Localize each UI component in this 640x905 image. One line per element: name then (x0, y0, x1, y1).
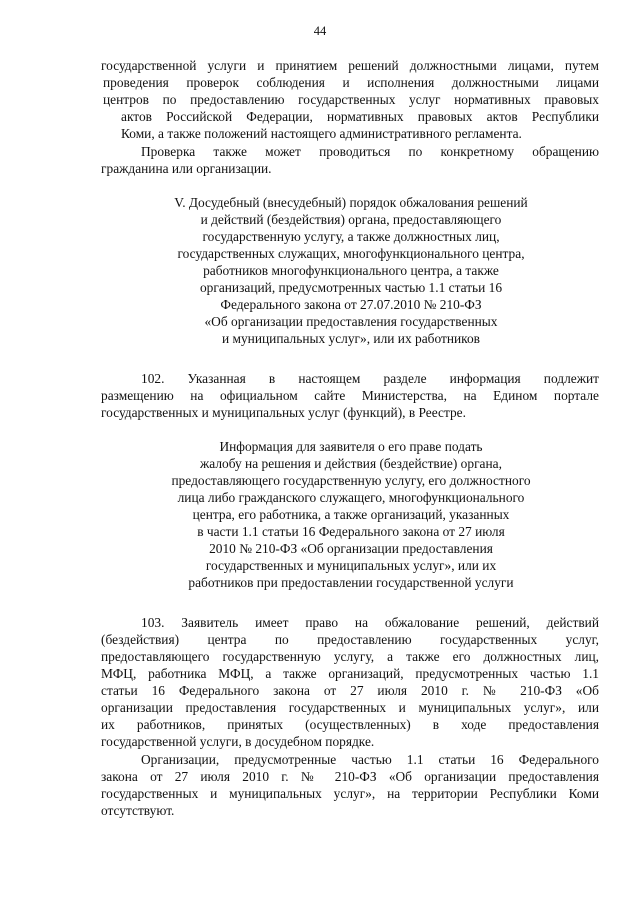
paragraph-organizations (101, 751, 599, 819)
page-number: 44 (313, 24, 327, 38)
text-line: проведения проверок соблюдения и исполнения должностными лицами (103, 75, 599, 90)
paragraph-intro (101, 57, 599, 142)
text-line: 103. Заявитель имеет право на обжалование решений, действий (141, 615, 599, 630)
subheading-line: жалобу на решения и действия (бездействие) органа, (200, 456, 502, 471)
heading-line: Федерального закона от 27.07.2010 № 210-ФЗ (220, 297, 482, 312)
heading-line: работников многофункционального центра, а также (203, 263, 499, 278)
text-line: актов Российской Федерации, нормативных правовых актов Республики (121, 109, 599, 124)
section-heading (135, 194, 567, 347)
subheading-line: государственных и муниципальных услуг», или их (205, 558, 497, 573)
heading-line: «Об организации предоставления государственных (204, 314, 498, 329)
subheading-line: центра, его работника, а также организаций, указанных (192, 507, 510, 522)
text-line: государственных и муниципальных услуг (функций), в Реестре. (101, 405, 466, 420)
subheading-line: в части 1.1 статьи 16 Федерального закона от 27 июля (197, 524, 505, 539)
text-line: (бездействия) центра по предоставлению государственных услуг, (101, 632, 599, 647)
text-line: Проверка также может проводиться по конкретному обращению (141, 144, 599, 159)
heading-line: организаций, предусмотренных частью 1.1 статьи 16 (199, 280, 503, 295)
heading-line: государственных служащих, многофункционального центра, (177, 246, 525, 261)
text-line: государственной услуги и принятием решений должностными лицами, путем (101, 58, 599, 73)
text-line: государственных и муниципальных услуг», на территории Республики Коми (101, 786, 599, 801)
text-line: 102. Указанная в настоящем разделе информация подлежит (141, 371, 599, 386)
text-line: организации предоставления государственных и муниципальных услуг», или (101, 700, 599, 715)
heading-line: V. Досудебный (внесудебный) порядок обжалования решений (174, 195, 528, 210)
text-line: предоставляющего государственную услугу, а также его должностных лиц, (101, 649, 599, 664)
text-line: отсутствуют. (101, 803, 175, 818)
text-line: МФЦ, работника МФЦ, а также организаций, предусмотренных частью 1.1 (101, 666, 599, 681)
subheading-line: Информация для заявителя о его праве подать (219, 439, 483, 454)
heading-line: и муниципальных услуг», или их работников (221, 331, 481, 346)
text-line: размещению на официальном сайте Министерства, на Едином портале (101, 388, 599, 403)
text-line: гражданина или организации. (101, 161, 272, 176)
paragraph-103 (101, 614, 599, 750)
text-line: центров по предоставлению государственных услуг нормативных правовых (103, 92, 599, 107)
paragraph-102 (101, 370, 599, 421)
text-line: Коми, а также положений настоящего административного регламента. (121, 126, 522, 141)
heading-line: государственную услугу, а также должностных лиц, (202, 229, 500, 244)
heading-line: и действий (бездействия) органа, предоставляющего (200, 212, 502, 227)
subheading-line: работников при предоставлении государственной услуги (188, 575, 514, 590)
paragraph-check (101, 143, 599, 177)
text-line: закона от 27 июля 2010 г. № 210-ФЗ «Об организации предоставления (101, 769, 599, 784)
subheading-line: предоставляющего государственную услугу, его должностного (171, 473, 531, 488)
text-line: государственной услуги, в досудебном порядке. (101, 734, 375, 749)
text-line: Организации, предусмотренные частью 1.1 статьи 16 Федерального (141, 752, 599, 767)
subheading-line: лица либо гражданского служащего, многофункционального (177, 490, 525, 505)
subheading-line: 2010 № 210-ФЗ «Об организации предоставления (209, 541, 493, 556)
subheading (135, 438, 567, 591)
text-line: их работников, принятых (осуществленных) в ходе предоставления (101, 717, 599, 732)
text-line: статьи 16 Федерального закона от 27 июля 2010 г. № 210-ФЗ «Об (101, 683, 599, 698)
